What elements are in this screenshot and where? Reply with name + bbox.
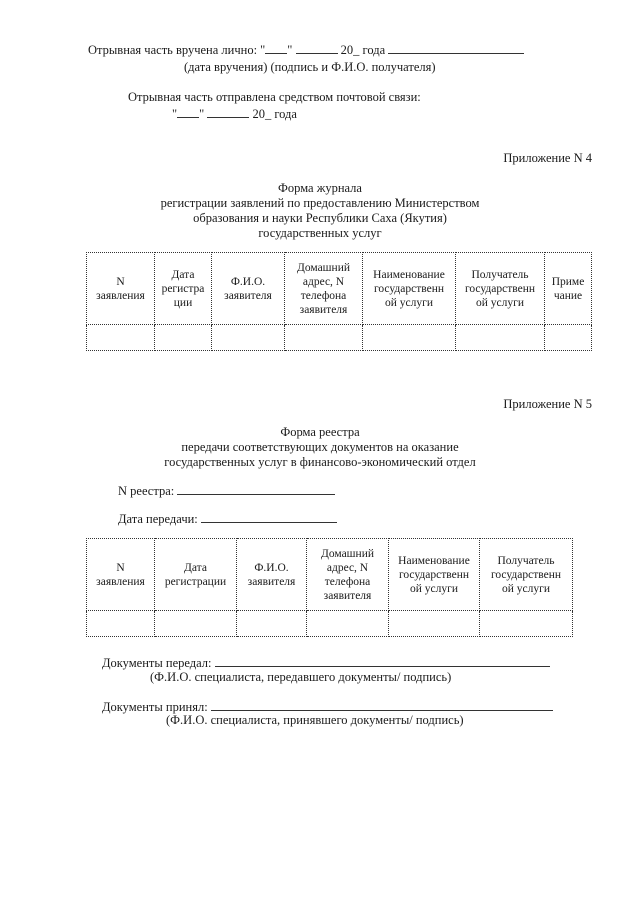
passed-blank — [215, 655, 550, 667]
journal-cell — [363, 325, 456, 351]
appendix4-title-4: государственных услуг — [258, 226, 382, 240]
registry-header-name: Ф.И.О. заявителя — [237, 539, 307, 611]
registry-header-address: Домашний адрес, N телефона заявителя — [307, 539, 389, 611]
passed-line — [102, 655, 550, 671]
sent-label: Отрывная часть отправлена средством почтовой связи: — [128, 90, 421, 104]
handed-label: Отрывная часть вручена лично: " — [88, 43, 266, 57]
registry-line — [118, 483, 335, 499]
registry-empty-row — [87, 611, 573, 637]
registry-cell — [237, 611, 307, 637]
journal-cell — [87, 325, 155, 351]
journal-header-name: Ф.И.О. заявителя — [212, 253, 285, 325]
journal-cell — [155, 325, 212, 351]
transfer-date-label: Дата передачи: — [118, 512, 198, 526]
journal-header-recipient: Получатель государственн ой услуги — [456, 253, 545, 325]
appendix5-title-3: государственных услуг в финансово-экономический отдел — [164, 455, 476, 469]
registry-cell — [389, 611, 480, 637]
sent-open-quote: " — [172, 107, 178, 121]
journal-header-address: Домашний адрес, N телефона заявителя — [285, 253, 363, 325]
handed-quote: " — [287, 43, 293, 57]
handed-line — [88, 42, 524, 58]
appendix4-title-2: регистрации заявлений по предоставлению Министерством — [160, 196, 480, 210]
appendix4-title-1: Форма журнала — [278, 181, 362, 195]
passed-caption: (Ф.И.О. специалиста, передавшего документы/ подпись) — [150, 670, 452, 684]
registry-header-row — [87, 539, 573, 611]
passed-label: Документы передал: — [102, 656, 212, 670]
journal-cell — [285, 325, 363, 351]
appendix5-title-2: передачи соответствующих документов на оказание — [181, 440, 459, 454]
received-label: Документы принял: — [102, 700, 208, 714]
journal-header-number: N заявления — [87, 253, 155, 325]
handed-year: 20_ года — [340, 43, 386, 57]
transfer-date-blank — [201, 511, 337, 523]
transfer-date-line — [118, 511, 337, 527]
journal-cell — [212, 325, 285, 351]
month-blank — [296, 42, 338, 54]
registry-cell — [87, 611, 155, 637]
appendix5-title-1: Форма реестра — [280, 425, 360, 439]
registry-header-date: Дата регистрации — [155, 539, 237, 611]
sent-month-blank — [207, 106, 249, 118]
journal-header-note: Приме чание — [545, 253, 592, 325]
journal-table — [86, 252, 592, 351]
sent-date-line — [172, 106, 297, 122]
journal-cell — [545, 325, 592, 351]
registry-table — [86, 538, 573, 637]
registry-blank — [177, 483, 335, 495]
registry-cell — [480, 611, 573, 637]
handed-caption: (дата вручения) (подпись и Ф.И.О. получателя) — [184, 60, 436, 74]
signature-blank — [388, 42, 524, 54]
received-caption: (Ф.И.О. специалиста, принявшего документы/ подпись) — [166, 713, 464, 727]
registry-header-number: N заявления — [87, 539, 155, 611]
sent-day-blank — [177, 106, 199, 118]
registry-header-recipient: Получатель государственн ой услуги — [480, 539, 573, 611]
journal-cell — [456, 325, 545, 351]
registry-cell — [307, 611, 389, 637]
journal-empty-row — [87, 325, 592, 351]
journal-header-row — [87, 253, 592, 325]
appendix5-label: Приложение N 5 — [503, 397, 592, 411]
sent-close-quote: " — [199, 107, 205, 121]
journal-header-service: Наименование государственн ой услуги — [363, 253, 456, 325]
registry-cell — [155, 611, 237, 637]
received-blank — [211, 699, 553, 711]
appendix4-label: Приложение N 4 — [503, 151, 592, 165]
registry-header-service: Наименование государственн ой услуги — [389, 539, 480, 611]
appendix4-title-3: образования и науки Республики Саха (Якутия) — [193, 211, 447, 225]
sent-year: 20_ года — [252, 107, 297, 121]
day-blank — [265, 42, 287, 54]
journal-header-date: Дата регистра ции — [155, 253, 212, 325]
registry-label: N реестра: — [118, 484, 175, 498]
